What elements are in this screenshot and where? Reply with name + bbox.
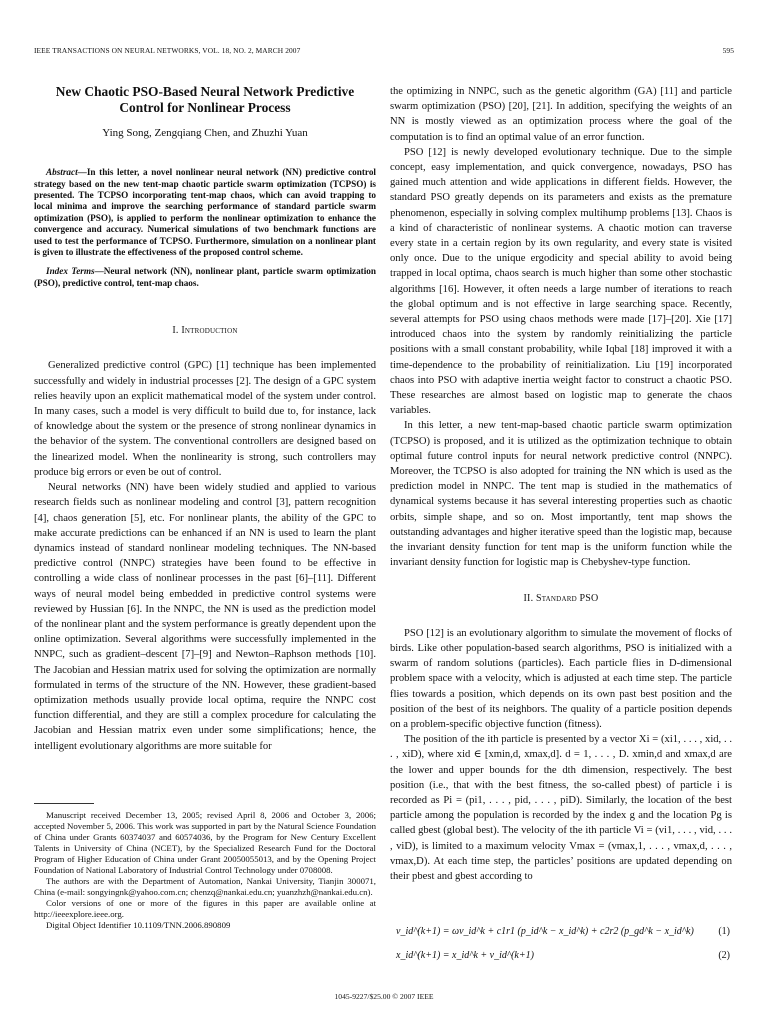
intro-paragraph-4: PSO [12] is newly developed evolutionary technique. Due to the simple concept, easy implementation, and quick convergence, nowadays, PSO has gained much attention and wide applications in different fields. However, the standard PSO greatly depends on its parameters and exists as the premature phenomenon, especially in solving complex multihump problems [13]. Chaos is a kind of characteristic of nonlinear systems. A chaotic motion can traverse every state in a certain region by its own regularity, and every state is visited only once. Due to the unique ergodicity and special ability to avoid being trapped in local optima, chaos search is much higher than some other stochastic algorithms [16]. However, it often needs a large number of iterations to reach the global optimum and is not effective in large searching space. Recently, several attempts for PSO using chaos methods were made [17]–[20]. Xie [17] introduced chaos into the system by randomly reinitializing the particle positions with a small constant probability, while Iqbal [18] improved it with a time-dependence to the probability of reinitialization. Liu [19] incorporated chaos into PSO with adaptive inertia weight factor to construct a chaotic PSO. These researches are almost based on logistic map to generate the chaos variables. [390, 146, 732, 417]
footnote-rule [34, 803, 94, 804]
equation-block [390, 922, 732, 970]
pso-paragraph-2: The position of the ith particle is presented by a vector Xi = (xi1, . . . , xid, . . . , xiD), where xid ∈ [xmin,d, xmax,d]. d = 1, . . . , D. xmin,d and xmax,d are the lower and upper bounds for the dth dimension, respectively. The best position (i.e., that with the best fitness, the so-called pbest) of particle i is recorded as Pi = (pi1, . . . , pid, . . . , piD). Similarly, the location of the best particle among the population is recorded by the index g and the location Pg is called gbest (global best). The velocity of the ith particle Vi = (vi1, . . . , vid, . . . , viD), is limited to a maximum velocity Vmax = (vmax,1, . . . , vmax,d, . . . , vmax,D). At each time step, the particles’ positions are updated depending on their pbest and gbest according to [390, 734, 732, 882]
paper-title: New Chaotic PSO-Based Neural Network Predictive Control for Nonlinear Process [55, 84, 355, 115]
equation-2-expression: x_id^(k+1) = x_id^k + v_id^(k+1) [396, 950, 534, 961]
index-terms [34, 266, 376, 289]
footnote-color: Color versions of one or more of the figures in this paper are available online at http://ieeexplore.ieee.org. [34, 898, 376, 919]
section-number: I. [172, 325, 179, 337]
intro-paragraph-2: Neural networks (NN) have been widely studied and applied to various research fields such as nonlinear modeling and control [3], pattern recognition [4], chaos generation [5], etc. For nonlinear plants, the ability of the GPC to make accurate predictions can be enhanced if an NN is used to learn the plant dynamics instead of standard nonlinear modeling techniques. The NN-based predictive control (NNPC) strategies have been found to be effective in controlling a wide class of nonlinear processes in the past [6]–[11]. Different ways of neural model being embedded in predictive control systems were reviewed by Hussian [6]. In the NNPC, the NN is used as the prediction model of the nonlinear plant and the system performance is greatly dependent upon the online optimization. Several algorithms were successfully implemented in the NNPC, such as gradient–descent [7]–[9] and Newton–Raphson methods [10]. The Jacobian and Hessian matrix used for solving the optimization are normally formulated in terms of the structure of the NN. However, these gradient-based optimization methods usually provide local optima, require the NNPC cost function differential, and they are still a complex procedure for calculating the Jacobian and Hessian matrix even under some simplifications; hence, the intelligent evolutionary algorithms are more suitable for [34, 482, 376, 752]
running-head [34, 46, 734, 58]
right-column [390, 84, 732, 884]
index-terms-text: Neural network (NN), nonlinear plant, particle swarm optimization (PSO), predictive control, tent-map chaos. [34, 266, 377, 288]
section-number: II. [523, 592, 534, 604]
pso-paragraph-1: PSO [12] is an evolutionary algorithm to simulate the movement of flocks of birds. Like other population-based search algorithms, PSO is initialized with a swarm of random solutions (particles). Each particle flies in D-dimensional problem space with a velocity, which is adjusted at each time step. The particle flies towards a position, which depends on its own past best position and the position of the best of its neighbors. The quality of a particle position depends on a problem-specific objective function (fitness). [390, 627, 732, 730]
abstract-label: Abstract— [46, 167, 87, 178]
footnotes [34, 810, 376, 931]
section-title: Introduction [181, 325, 238, 337]
intro-paragraph-3-cont: the optimizing in NNPC, such as the genetic algorithm (GA) [11] and particle swarm optimization (PSO) [20], [21]. In addition, specifying the weights of an NN is mostly viewed as an optimization process where the goal of the computation is to find an optimal value of an error function. [390, 86, 732, 143]
journal-name: IEEE TRANSACTIONS ON NEURAL NETWORKS, VOL. 18, NO. 2, MARCH 2007 [34, 46, 301, 55]
footnote-doi: Digital Object Identifier 10.1109/TNN.2006.890809 [46, 920, 231, 930]
footnote-authors: The authors are with the Department of Automation, Nankai University, Tianjin 300071, China (e-mail: songyingnk@yahoo.com.cn; chenzq@nankai.edu.cn; yuanzhzh@nankai.edu.cn). [34, 876, 376, 897]
equation-1-expression: v_id^(k+1) = ωv_id^k + c1r1 (p_id^k − x_id^k) + c2r2 (p_gd^k − x_id^k) [396, 926, 694, 937]
author-list: Ying Song, Zengqiang Chen, and Zhuzhi Yuan [102, 127, 308, 139]
copyright-line: 1045-9227/$25.00 © 2007 IEEE [334, 992, 434, 1001]
footnote-manuscript: Manuscript received December 13, 2005; revised April 8, 2006 and October 3, 2006; accepted November 5, 2006. This work was supported in part by the Natural Science Foundation of China under Grants 60374037 and 60574036, by the Program for New Century Excellent Talents in University of China (NCET), by the Specialized Research Fund for the Doctoral Program of Higher Education of China under Grant 20050055013, and by the Opening Project Foundation of National Laboratory of Industrial Control Technology under 0708008. [34, 810, 376, 875]
index-terms-label: Index Terms— [46, 266, 104, 277]
abstract [34, 167, 376, 258]
left-column [34, 84, 376, 754]
page-number: 595 [722, 46, 734, 55]
intro-paragraph-5: In this letter, a new tent-map-based chaotic particle swarm optimization (TCPSO) is proposed, and it is utilized as the optimization technique to obtain optimal future control inputs for neural network predictive control (NNPC). Moreover, the TCPSO is also adopted for training the NN which is used as the prediction model in NNPC. The tent map is studied in the mathematics of dynamical systems because it has several interesting properties such as chaotic orbits, simple shape, and so on. Most importantly, tent map shows the outstanding advantages and higher iterative speed than the logistic map, because the invariant density function for tent map is the uniform function while the invariant density function for logistic map is Chebyshev-type function. [390, 420, 732, 569]
section-heading-standard-pso [390, 591, 732, 606]
equation-2 [390, 946, 732, 970]
intro-paragraph-1: Generalized predictive control (GPC) [1] technique has been implemented successfully and widely in industrial processes [2]. The design of a GPC system relies heavily upon an explicit mathematical model of the system under control. In many cases, such a model is very difficult to build due to, for instance, lack of knowledge about the system or the presence of strong nonlinear dynamics in the behavior of the system. The conventional controllers are designed based on the linearized model. When the nonlinearity is strong, such controllers may produce big errors or even be out of control. [34, 360, 376, 478]
equation-1 [390, 922, 732, 946]
equation-2-number: (2) [718, 950, 730, 961]
equation-1-number: (1) [718, 926, 730, 937]
section-title: Standard PSO [536, 592, 599, 604]
section-heading-introduction [34, 323, 376, 338]
abstract-text: In this letter, a novel nonlinear neural network (NN) predictive control strategy based on the new tent-map chaotic particle swarm optimization (TCPSO) is presented. The TCPSO incorporating tent-map chaos, which can avoid trapping to local minima and improve the searching performance of standard particle swarm optimization (PSO), is applied to perform the nonlinear optimization to enhance the convergence and accuracy. Numerical simulations of two benchmark functions are used to test the performance of TCPSO. Furthermore, simulation on a nonlinear plant is given to illustrate the effectiveness of the proposed control scheme. [34, 167, 376, 258]
